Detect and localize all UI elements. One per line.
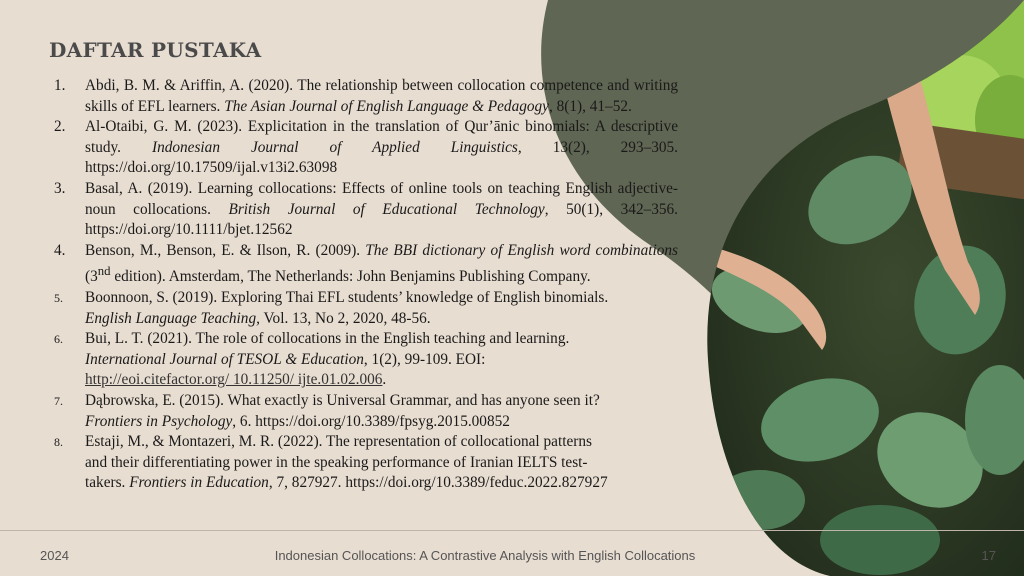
reference-item — [54, 179, 678, 241]
reference-text: Boonnoon, S. (2019). Exploring Thai EFL students’ knowledge of English binomials. English Language Teaching, Vol. 13, No 2, 2020, 48-56. — [85, 289, 609, 327]
reference-number: 4. — [54, 241, 66, 259]
reference-text: Abdi, B. M. & Ariffin, A. (2020). The relationship between collocation competence and writing skills of EFL learners. The Asian Journal of English Language & Pedagogy, 8(1), 41–52. — [85, 77, 678, 115]
reference-text: Benson, M., Benson, E. & Ilson, R. (2009). The BBI dictionary of English word combinations (3nd edition). Amsterdam, The Netherlands: John Benjamins Publishing Company. — [85, 241, 678, 286]
reference-item — [54, 329, 678, 391]
reference-number: 7. — [54, 394, 63, 408]
reference-list — [54, 76, 678, 494]
doi-link[interactable]: http://eoi.citefactor.org/ 10.11250/ ijte.01.02.006 — [85, 371, 383, 389]
slide-title: DAFTAR PUSTAKA — [49, 38, 262, 62]
reference-item — [54, 391, 678, 432]
reference-number: 5. — [54, 291, 63, 306]
reference-text: Bui, L. T. (2021). The role of collocations in the English teaching and learning. International Journal of TESOL & Education, 1(2), 99-109. EOI: http://eoi.citefactor.org/ 10.11250/ ijte.01.02.006. — [85, 330, 570, 389]
reference-item — [54, 288, 678, 329]
footer-divider — [0, 530, 1024, 531]
reference-number: 6. — [54, 332, 63, 347]
reference-text: Dąbrowska, E. (2015). What exactly is Universal Grammar, and has anyone seen it? Frontiers in Psychology, 6. https://doi.org/10.3389/fpsyg.2015.00852 — [85, 392, 600, 430]
reference-item — [54, 241, 678, 288]
reference-text: Estaji, M., & Montazeri, M. R. (2022). The representation of collocational patterns and their differentiating power in the speaking performance of Iranian IELTS test- takers. Frontiers in Education, 7, 827927. https://doi.org/10.3389/feduc.2022.827927 — [85, 433, 608, 492]
reference-number: 8. — [54, 435, 63, 450]
reference-item — [54, 432, 678, 494]
page-number: 17 — [981, 548, 996, 563]
reference-text: Basal, A. (2019). Learning collocations: Effects of online tools on teaching English adjective-noun collocations. British Journal of Educational Technology, 50(1), 342–356. https://doi.org/10.1111/bjet.12562 — [85, 179, 679, 239]
footer-caption: Indonesian Collocations: A Contrastive Analysis with English Collocations — [274, 548, 696, 563]
reference-item — [54, 76, 678, 117]
footer-year: 2024 — [40, 548, 69, 563]
reference-text: Al-Otaibi, G. M. (2023). Explicitation in the translation of Qur’ānic binomials: A descriptive study. Indonesian Journal of Applied Linguistics, 13(2), 293–305. https://doi.org/10.17509/ijal.v13i2.63098 — [85, 118, 679, 177]
reference-item — [54, 117, 678, 179]
reference-number: 1. — [54, 77, 66, 94]
reference-number: 3. — [54, 179, 66, 197]
reference-number: 2. — [54, 118, 66, 136]
